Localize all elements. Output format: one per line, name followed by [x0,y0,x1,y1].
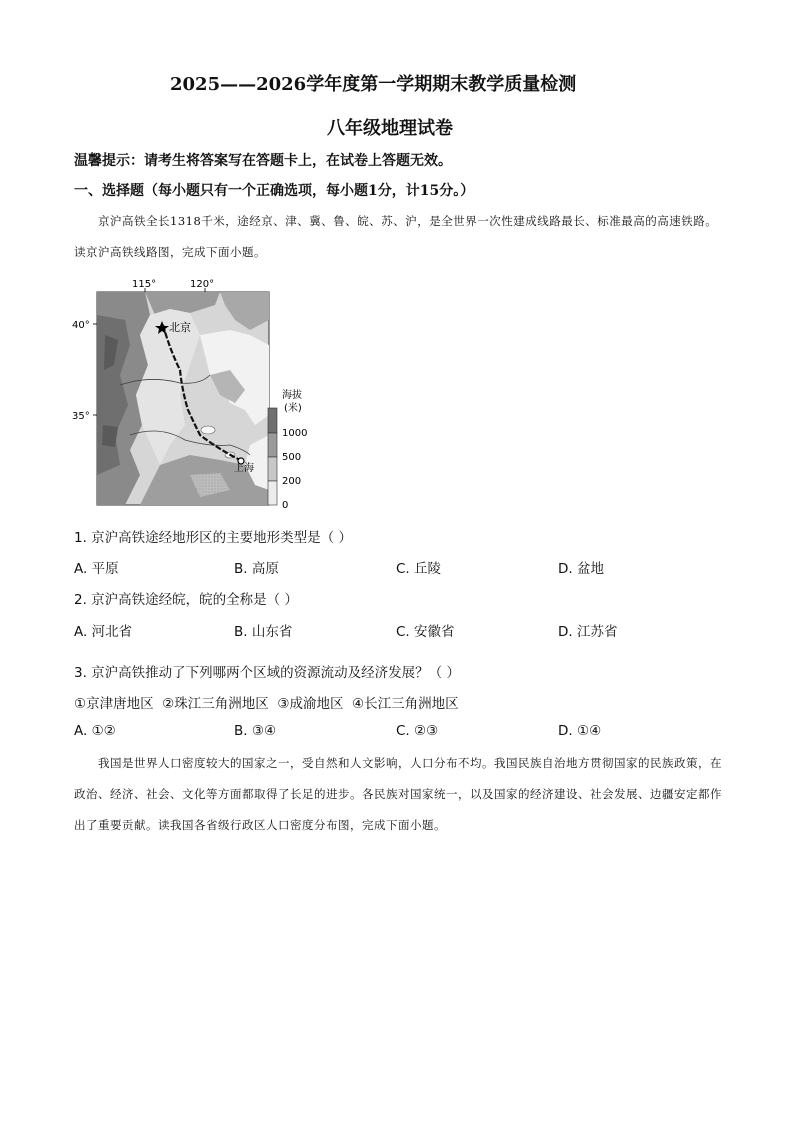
section-heading: 一、选择题（每小题只有一个正确选项，每小题1分，计15分。） [74,183,475,199]
legend-value-200: 200 [282,476,302,487]
passage-2: 我国是世界人口密度较大的国家之一，受自然和人文影响，人口分布不均。我国民族自治地方贯彻国家的民族政策，在政治、经济、社会、文化等方面都取得了长足的进步。各民族对国家统一，以及国家的经济建设、社会发展、边疆安定都作出了重要贡献。读我国各省级行政区人口密度分布图，完成下面小题。 [74,756,722,832]
question-3-items: ①京津唐地区 ②珠江三角洲地区 ③成渝地区 ④长江三角洲地区 [74,696,459,712]
lat-label-35: 35° [72,411,90,422]
q2-option-b: B. 山东省 [234,624,293,640]
lon-label-120: 120° [190,279,215,290]
legend-swatch-plain [268,481,277,505]
legend-title-2: (米) [284,403,302,414]
q2-option-d: D. 江苏省 [558,624,618,640]
q1-option-c: C. 丘陵 [396,561,442,577]
question-3-stem: 3. 京沪高铁推动了下列哪两个区域的资源流动及经济发展？（ ） [74,665,460,681]
question-1-stem: 1. 京沪高铁途经地形区的主要地形类型是（ ） [74,530,352,546]
legend-swatch-mid [268,433,277,457]
q1-option-a: A. 平原 [74,561,119,577]
notice-text: 温馨提示：请考生将答案写在答题卡上，在试卷上答题无效。 [74,153,452,169]
exam-title: 2025——2026学年度第一学期期末教学质量检测 [170,74,577,95]
legend-value-500: 500 [282,452,302,463]
exam-subtitle: 八年级地理试卷 [327,118,453,139]
legend-value-1000: 1000 [282,428,308,439]
legend-swatch-low [268,457,277,481]
q1-option-d: D. 盆地 [558,561,604,577]
lat-label-40: 40° [72,320,90,331]
question-2-stem: 2. 京沪高铁途经皖，皖的全称是（ ） [74,592,298,608]
q2-option-a: A. 河北省 [74,624,133,640]
lon-label-115: 115° [132,279,157,290]
q1-option-b: B. 高原 [234,561,279,577]
q3-option-a: A. ①② [74,723,116,739]
q3-option-c: C. ②③ [396,723,439,739]
q2-option-c: C. 安徽省 [396,624,455,640]
beijing-label: 北京 [169,321,191,334]
railway-map [70,275,340,515]
q3-option-d: D. ①④ [558,723,602,739]
shanghai-label: 上海 [234,463,254,474]
q3-option-b: B. ③④ [234,723,277,739]
legend-title-1: 海拔 [282,390,302,401]
legend-value-0: 0 [282,500,289,511]
passage-1: 京沪高铁全长1318千米，途经京、津、冀、鲁、皖、苏、沪，是全世界一次性建成线路最长、标准最高的高速铁路。读京沪高铁线路图，完成下面小题。 [74,214,718,259]
legend-swatch-high [268,408,277,433]
